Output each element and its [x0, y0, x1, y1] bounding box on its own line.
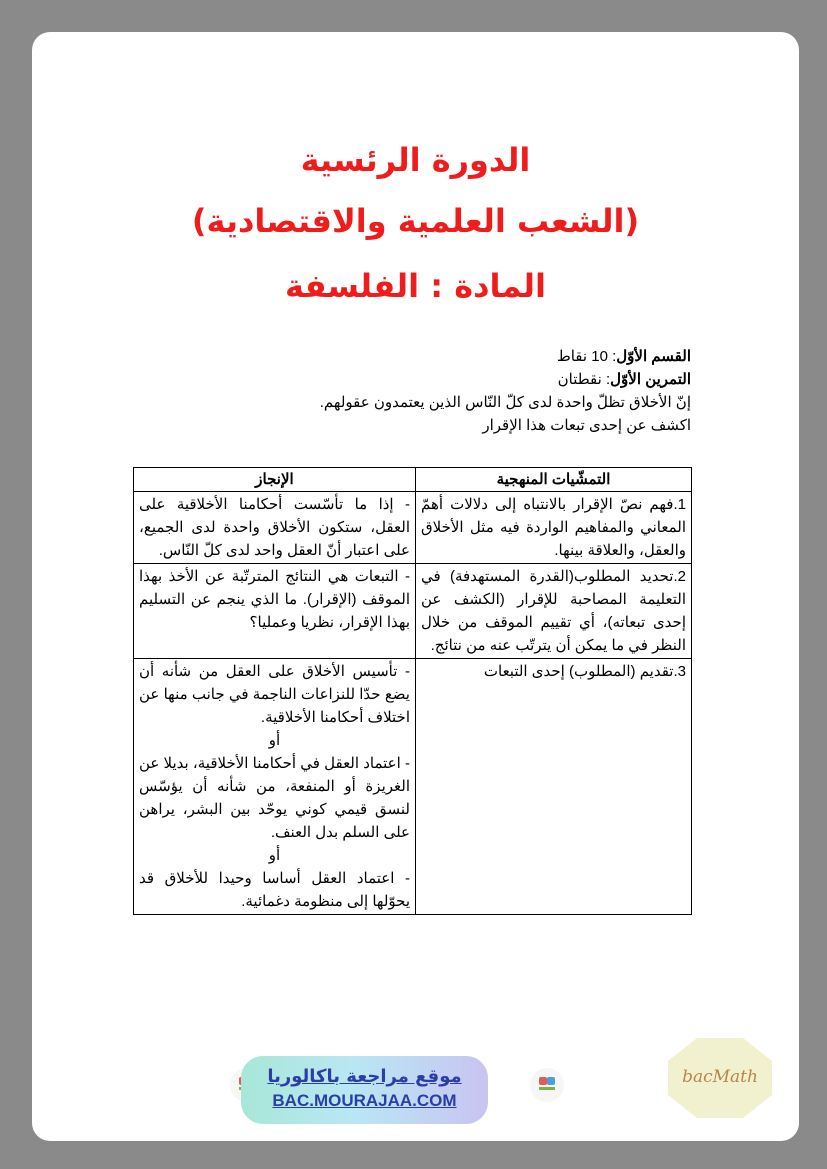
- consequence-option: - اعتماد العقل أساسا وحيدا للأخلاق قد يحوّلها إلى منظومة دغمائية.: [139, 870, 410, 910]
- exam-session-title: الدورة الرئسية: [300, 141, 531, 179]
- section-line: [131, 345, 691, 368]
- or-separator: أو: [268, 847, 281, 864]
- method-header: التمشّيات المنهجية: [416, 468, 692, 492]
- achievement-cell: - إذا ما تأسّست أحكامنا الأخلاقية على العقل، ستكون الأخلاق واحدة لدى الجميع، على اعتبار أنّ العقل واحد لدى كلّ النّاس.: [134, 492, 416, 564]
- section-value: : 10 نقاط: [556, 348, 617, 365]
- method-cell: 2.تحديد المطلوب(القدرة المستهدفة) في التعليمة المصاحبة للإقرار (الكشف عن إحدى تبعاته)، أي تقييم الموقف من خلال النظر في ما يمكن أن يترتّب عنه من نتائج.: [416, 564, 692, 659]
- exercise-label: التمرين الأوّل: [610, 371, 691, 388]
- achievement-header: الإنجاز: [134, 468, 416, 492]
- title-block: [32, 132, 799, 305]
- site-name-arabic[interactable]: موقع مراجعة باكالوريا: [267, 1066, 462, 1087]
- exercise-line: [131, 368, 691, 391]
- site-url[interactable]: BAC.MOURAJAA.COM: [272, 1091, 457, 1110]
- statement-line: إنّ الأخلاق تظلّ واحدة لدى كلّ النّاس الذين يعتمدون عقولهم.: [319, 394, 691, 411]
- achievement-cell: - التبعات هي النتائج المترتّبة عن الأخذ بهذا الموقف (الإقرار). ما الذي ينجم عن التسليم بهذا الإقرار، نظريا وعمليا؟: [134, 564, 416, 659]
- answer-table: [133, 467, 692, 915]
- method-cell: 3.تقديم (المطلوب) إحدى التبعات: [416, 659, 692, 915]
- book-logo-icon: [530, 1068, 564, 1102]
- exercise-value: : نقطتان: [557, 371, 611, 388]
- badge-text: bacMath: [682, 1067, 758, 1087]
- site-link[interactable]: [241, 1056, 488, 1124]
- table-row: [134, 659, 692, 915]
- section-label: القسم الأوّل: [616, 348, 691, 365]
- page-frame: [2, 2, 825, 1167]
- table-row: [134, 564, 692, 659]
- document-page: [32, 32, 799, 1141]
- subject-title: المادة : الفلسفة: [285, 267, 546, 305]
- consequence-option: - اعتماد العقل في أحكامنا الأخلاقية، بديلا عن الغريزة أو المنفعة، من شأنه أن يؤسّس لنسق قيمي كوني يوحّد بين البشر، يراهن على السلم بدل العنف.: [139, 755, 410, 841]
- bacmath-badge: [667, 1037, 773, 1119]
- table-row: [134, 492, 692, 564]
- exercise-intro: [131, 345, 691, 437]
- task-line: اكشف عن إحدى تبعات هذا الإقرار: [482, 417, 691, 434]
- exam-streams-title: (الشعب العلمية والاقتصادية): [191, 202, 640, 240]
- table-header-row: [134, 468, 692, 492]
- or-separator: أو: [268, 732, 281, 749]
- consequence-option: - تأسيس الأخلاق على العقل من شأنه أن يضع حدّا للنزاعات الناجمة في جانب منها عن اختلاف أحكامنا الأخلاقية.: [139, 663, 410, 726]
- method-cell: 1.فهم نصّ الإقرار بالانتباه إلى دلالات أهمّ المعاني والمفاهيم الواردة فيه مثل الأخلاق والعقل، والعلاقة بينها.: [416, 492, 692, 564]
- achievement-cell: [134, 659, 416, 915]
